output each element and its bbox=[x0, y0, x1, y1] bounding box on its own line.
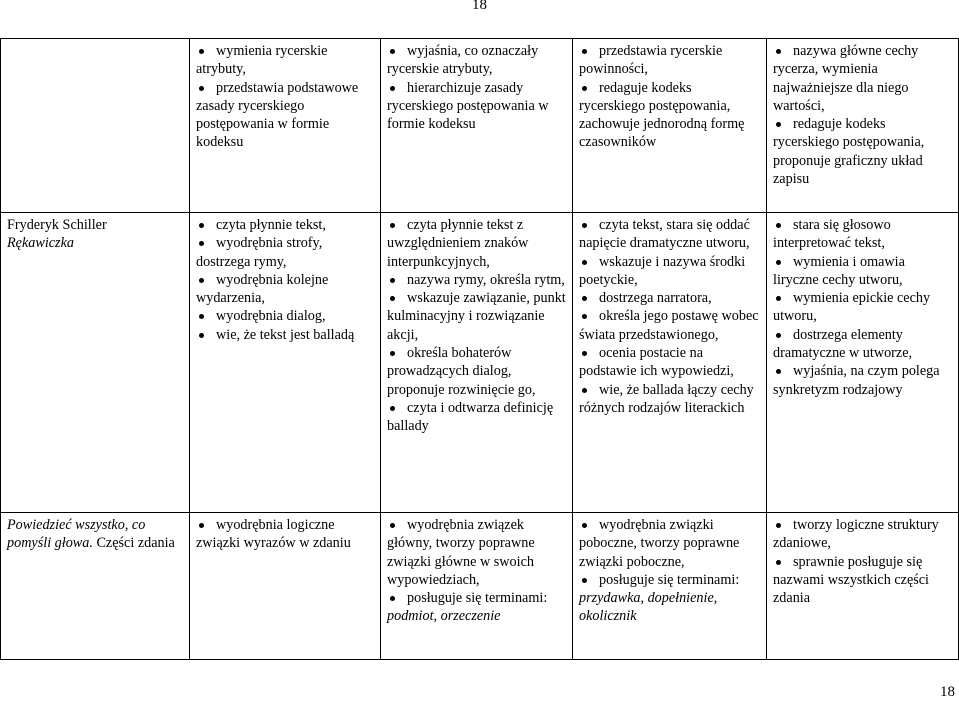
item-text: wymienia i omawia liryczne cechy utworu, bbox=[773, 253, 905, 288]
item-text: dostrzega narratora, bbox=[599, 290, 712, 307]
subject-topic: Części zdania bbox=[96, 535, 175, 552]
table-row bbox=[1, 39, 959, 213]
bullet-icon bbox=[582, 388, 587, 393]
list-item bbox=[387, 216, 566, 271]
bullet-icon bbox=[390, 86, 395, 91]
requirement-cell bbox=[381, 39, 573, 213]
bullet-icon bbox=[390, 351, 395, 356]
item-text: sprawnie posługuje się nazwami wszystkich części zdania bbox=[773, 553, 930, 607]
bullet-icon bbox=[582, 314, 587, 319]
item-text: nazywa główne cechy rycerza, wymienia najważniejsze dla niego wartości, bbox=[773, 43, 919, 114]
list-item bbox=[196, 307, 374, 325]
requirement-cell bbox=[573, 513, 767, 660]
list-item bbox=[579, 79, 760, 152]
list-item bbox=[196, 516, 374, 553]
list-item bbox=[579, 216, 760, 253]
requirement-list bbox=[579, 216, 760, 417]
requirement-list bbox=[773, 216, 952, 399]
bullet-icon bbox=[199, 523, 204, 528]
bullet-icon bbox=[390, 523, 395, 528]
list-item bbox=[579, 516, 760, 571]
item-text: wyodrębnia dialog, bbox=[216, 308, 326, 325]
list-item bbox=[387, 289, 566, 344]
list-item bbox=[773, 553, 952, 608]
requirement-list bbox=[387, 216, 566, 436]
requirement-cell bbox=[767, 513, 959, 660]
subject-cell bbox=[1, 513, 190, 660]
bullet-icon bbox=[776, 333, 781, 338]
requirement-list bbox=[196, 216, 374, 344]
requirement-list bbox=[579, 42, 760, 152]
list-item bbox=[773, 42, 952, 115]
bullet-icon bbox=[776, 49, 781, 54]
list-item bbox=[773, 289, 952, 326]
bullet-icon bbox=[776, 223, 781, 228]
table-row bbox=[1, 513, 959, 660]
item-text: stara się głosowo interpretować tekst, bbox=[773, 217, 891, 252]
table-row bbox=[1, 213, 959, 513]
bullet-icon bbox=[199, 223, 204, 228]
list-item bbox=[579, 381, 760, 418]
list-item bbox=[773, 516, 952, 553]
bullet-icon bbox=[390, 49, 395, 54]
bullet-icon bbox=[776, 523, 781, 528]
item-text: wie, że ballada łączy cechy różnych rodzajów literackich bbox=[579, 381, 754, 416]
list-item bbox=[196, 326, 374, 344]
bullet-icon bbox=[390, 223, 395, 228]
item-text: wskazuje zawiązanie, punkt kulminacyjny i rozwiązanie akcji, bbox=[387, 290, 566, 343]
list-item bbox=[773, 216, 952, 253]
list-item bbox=[387, 344, 566, 399]
item-text: wyodrębnia związek główny, tworzy poprawne związki główne w swoich wypowiedziach, bbox=[387, 517, 535, 588]
list-item bbox=[579, 307, 760, 344]
list-item bbox=[196, 79, 374, 152]
item-text: redaguje kodeks rycerskiego postępowania, proponuje graficzny układ zapisu bbox=[773, 116, 925, 188]
item-text: posługuje się terminami: bbox=[599, 571, 740, 588]
bullet-icon bbox=[582, 49, 587, 54]
item-text: posługuje się terminami: bbox=[407, 590, 548, 607]
list-item bbox=[196, 42, 374, 79]
subject-cell bbox=[1, 213, 190, 513]
subject-title: Rękawiczka bbox=[7, 235, 74, 252]
list-item bbox=[579, 253, 760, 290]
item-text: przedstawia podstawowe zasady rycerskiego postępowania w formie kodeksu bbox=[196, 79, 359, 151]
bullet-icon bbox=[199, 278, 204, 283]
bullet-icon bbox=[582, 223, 587, 228]
item-text: wymienia epickie cechy utworu, bbox=[773, 290, 931, 325]
bullet-icon bbox=[776, 260, 781, 265]
bullet-icon bbox=[199, 49, 204, 54]
list-item bbox=[773, 253, 952, 290]
item-text: nazywa rymy, określa rytm, bbox=[407, 271, 565, 288]
bullet-icon bbox=[199, 86, 204, 91]
bullet-icon bbox=[390, 596, 395, 601]
requirement-cell bbox=[573, 39, 767, 213]
requirement-cell bbox=[381, 513, 573, 660]
bullet-icon bbox=[582, 86, 587, 91]
bullet-icon bbox=[582, 578, 587, 583]
item-text: wyodrębnia kolejne wydarzenia, bbox=[196, 271, 329, 307]
item-text: czyta płynnie tekst z uwzględnieniem znaków interpunkcyjnych, bbox=[387, 217, 529, 270]
list-item bbox=[579, 289, 760, 307]
item-text: redaguje kodeks rycerskiego postępowania, zachowuje jednorodną formę czasowników bbox=[579, 79, 745, 151]
bullet-icon bbox=[390, 296, 395, 301]
item-text: wyodrębnia związki poboczne, tworzy poprawne związki poboczne, bbox=[579, 517, 740, 570]
bullet-icon bbox=[199, 241, 204, 246]
bullet-icon bbox=[776, 122, 781, 127]
item-terms: podmiot, orzeczenie bbox=[387, 608, 501, 625]
list-item bbox=[773, 326, 952, 363]
item-terms: przydawka, dopełnienie, okolicznik bbox=[579, 590, 718, 625]
list-item bbox=[387, 589, 566, 626]
requirement-list bbox=[773, 516, 952, 607]
subject-author: Fryderyk Schiller bbox=[7, 217, 107, 233]
requirement-cell bbox=[767, 213, 959, 513]
page-number-bottom: 18 bbox=[940, 684, 955, 700]
list-item bbox=[196, 271, 374, 308]
list-item bbox=[579, 42, 760, 79]
bullet-icon bbox=[390, 278, 395, 283]
bullet-icon bbox=[776, 560, 781, 565]
item-text: czyta tekst, stara się oddać napięcie dramatyczne utworu, bbox=[579, 217, 750, 252]
requirement-cell bbox=[573, 213, 767, 513]
list-item bbox=[579, 344, 760, 381]
list-item bbox=[387, 399, 566, 436]
item-text: określa jego postawę wobec świata przedstawionego, bbox=[579, 308, 759, 343]
item-text: dostrzega elementy dramatyczne w utworze, bbox=[773, 326, 913, 362]
bullet-icon bbox=[390, 406, 395, 411]
requirement-list bbox=[773, 42, 952, 188]
bullet-icon bbox=[582, 523, 587, 528]
list-item bbox=[387, 42, 566, 79]
item-text: wyjaśnia, co oznaczały rycerskie atrybuty, bbox=[387, 43, 539, 78]
page-number-top: 18 bbox=[472, 0, 487, 13]
item-text: ocenia postacie na podstawie ich wypowiedzi, bbox=[579, 345, 734, 380]
bullet-icon bbox=[199, 333, 204, 338]
list-item bbox=[196, 234, 374, 271]
item-text: wskazuje i nazywa środki poetyckie, bbox=[579, 253, 746, 288]
item-text: określa bohaterów prowadzących dialog, proponuje rozwinięcie go, bbox=[387, 345, 536, 398]
list-item bbox=[196, 216, 374, 234]
item-text: wyjaśnia, na czym polega synkretyzm rodzajowy bbox=[773, 363, 940, 398]
requirement-cell bbox=[190, 39, 381, 213]
list-item bbox=[387, 271, 566, 289]
item-text: wie, że tekst jest balladą bbox=[216, 326, 355, 343]
item-text: przedstawia rycerskie powinności, bbox=[579, 43, 723, 78]
requirement-list bbox=[387, 516, 566, 626]
item-text: tworzy logiczne struktury zdaniowe, bbox=[773, 517, 939, 552]
requirement-list bbox=[579, 516, 760, 626]
list-item bbox=[579, 571, 760, 626]
item-text: czyta płynnie tekst, bbox=[216, 217, 326, 233]
item-text: czyta i odtwarza definicję ballady bbox=[387, 399, 554, 435]
item-text: wyodrębnia strofy, dostrzega rymy, bbox=[196, 235, 323, 270]
requirement-cell bbox=[381, 213, 573, 513]
list-item bbox=[773, 115, 952, 188]
list-item bbox=[387, 79, 566, 134]
bullet-icon bbox=[776, 296, 781, 301]
requirement-cell bbox=[190, 213, 381, 513]
requirement-cell bbox=[190, 513, 381, 660]
requirement-list bbox=[196, 516, 374, 553]
bullet-icon bbox=[582, 260, 587, 265]
list-item bbox=[387, 516, 566, 589]
item-text: wyodrębnia logiczne związki wyrazów w zdaniu bbox=[196, 517, 351, 552]
bullet-icon bbox=[199, 314, 204, 319]
subject-cell bbox=[1, 39, 190, 213]
bullet-icon bbox=[582, 296, 587, 301]
requirement-list bbox=[387, 42, 566, 133]
bullet-icon bbox=[582, 351, 587, 356]
requirement-cell bbox=[767, 39, 959, 213]
bullet-icon bbox=[776, 369, 781, 374]
requirement-list bbox=[196, 42, 374, 152]
subject-title: Powiedzieć wszystko, co pomyśli głowa. bbox=[7, 517, 146, 552]
item-text: wymienia rycerskie atrybuty, bbox=[196, 43, 328, 78]
item-text: hierarchizuje zasady rycerskiego postępowania w formie kodeksu bbox=[387, 79, 549, 133]
curriculum-table bbox=[0, 38, 959, 660]
list-item bbox=[773, 362, 952, 399]
